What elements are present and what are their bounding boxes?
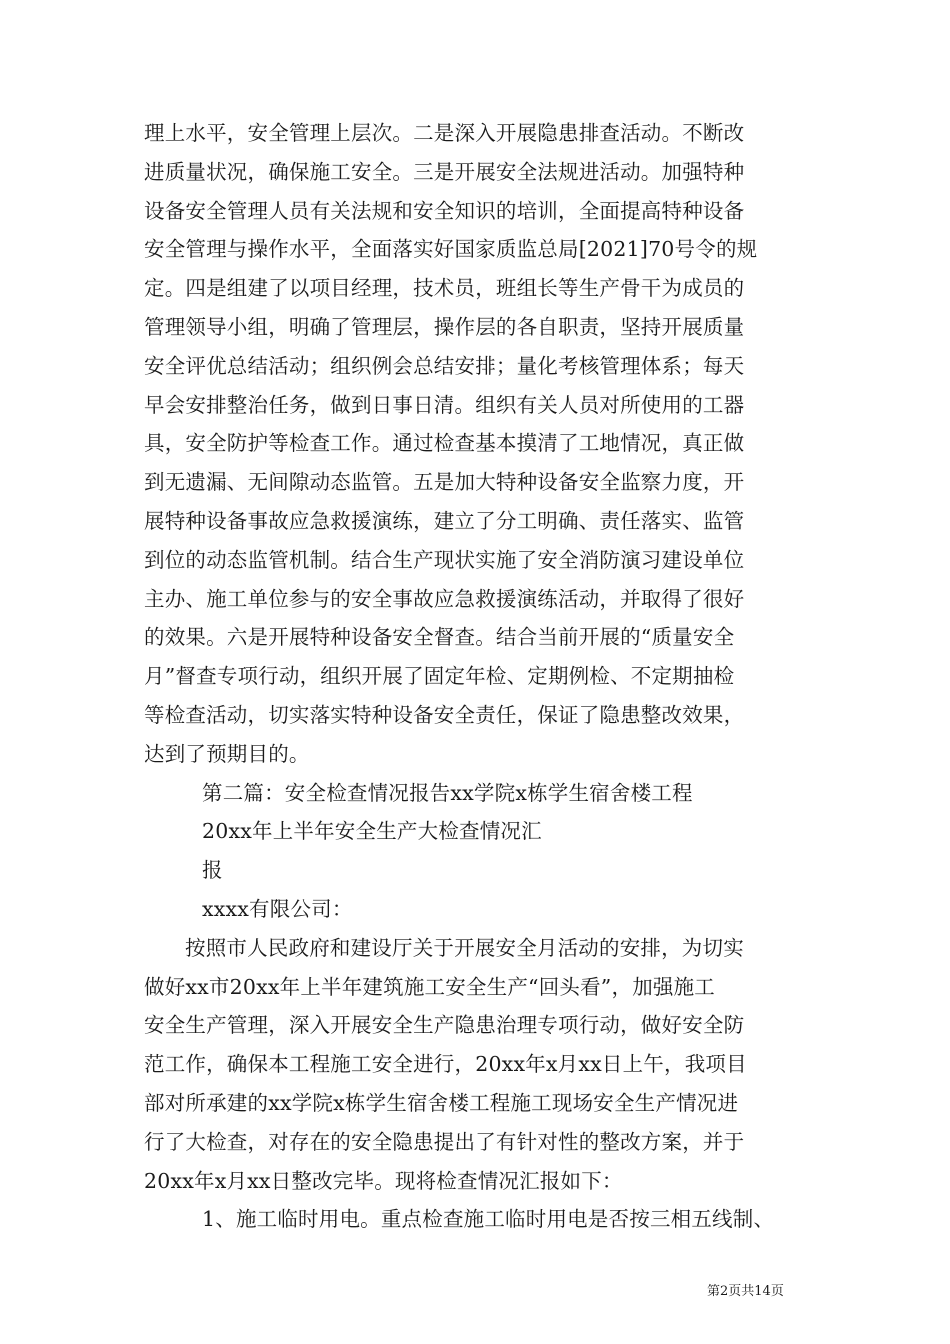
text-line: 达到了预期目的。: [144, 741, 310, 766]
paragraph-line: 20xx年x月xx日整改完毕。现将检查情况汇报如下：: [144, 1168, 623, 1193]
text-line: 的效果。六是开展特种设备安全督查。结合当前开展的“质量安全: [144, 625, 735, 650]
text-line: 到无遗漏、无间隙动态监管。五是加大特种设备安全监察力度，开: [144, 470, 745, 495]
paragraph-line: 做好xx市20xx年上半年建筑施工安全生产“回头看”，加强施工: [144, 974, 715, 999]
paragraph-line: 范工作，确保本工程施工安全进行，20xx年x月xx日上午，我项目: [144, 1052, 747, 1077]
section-title-line: 20xx年上半年安全生产大检查情况汇: [202, 819, 542, 844]
text-line: 到位的动态监管机制。结合生产现状实施了安全消防演习建设单位: [144, 547, 745, 572]
document-body: [144, 114, 814, 1239]
text-line: 安全评优总结活动；组织例会总结安排；量化考核管理体系；每天: [144, 353, 745, 378]
text-line: 设备安全管理人员有关法规和安全知识的培训，全面提高特种设备: [144, 198, 745, 223]
section-title-line: 报: [202, 858, 223, 883]
paragraph-line: 按照市人民政府和建设厅关于开展安全月活动的安排，为切实: [185, 935, 744, 960]
paragraph-line: 部对所承建的xx学院x栋学生宿舍楼工程施工现场安全生产情况进: [144, 1090, 739, 1115]
paragraph-line: 安全生产管理，深入开展安全生产隐患治理专项行动，做好安全防: [144, 1013, 745, 1038]
text-line: 月”督查专项行动，组织开展了固定年检、定期例检、不定期抽检: [144, 664, 735, 689]
paragraph-line: 行了大检查，对存在的安全隐患提出了有针对性的整改方案，并于: [144, 1129, 745, 1154]
page-number: 第2页共14页: [707, 1284, 784, 1299]
list-item: 1、施工临时用电。重点检查施工临时用电是否按三相五线制、: [202, 1207, 775, 1232]
text-line: 理上水平，安全管理上层次。二是深入开展隐患排查活动。不断改: [144, 121, 745, 145]
text-line: 早会安排整治任务，做到日事日清。组织有关人员对所使用的工器: [144, 392, 745, 417]
text-line: 管理领导小组，明确了管理层，操作层的各自职责，坚持开展质量: [144, 314, 745, 339]
text-line: 进质量状况，确保施工安全。三是开展安全法规进活动。加强特种: [144, 159, 745, 184]
text-line: 具，安全防护等检查工作。通过检查基本摸清了工地情况，真正做: [144, 431, 745, 456]
text-line: 定。四是组建了以项目经理，技术员，班组长等生产骨干为成员的: [144, 276, 745, 301]
text-line: 展特种设备事故应急救援演练，建立了分工明确、责任落实、监管: [144, 508, 745, 533]
text-line: 等检查活动，切实落实特种设备安全责任，保证了隐患整改效果，: [144, 702, 745, 727]
addressee: xxxx有限公司：: [202, 896, 353, 921]
section-title-line: 第二篇：安全检查情况报告xx学院x栋学生宿舍楼工程: [202, 780, 693, 805]
text-line: 主办、施工单位参与的安全事故应急救援演练活动，并取得了很好: [144, 586, 745, 611]
text-line: 安全管理与操作水平，全面落实好国家质监总局[2021]70号令的规: [144, 237, 758, 262]
